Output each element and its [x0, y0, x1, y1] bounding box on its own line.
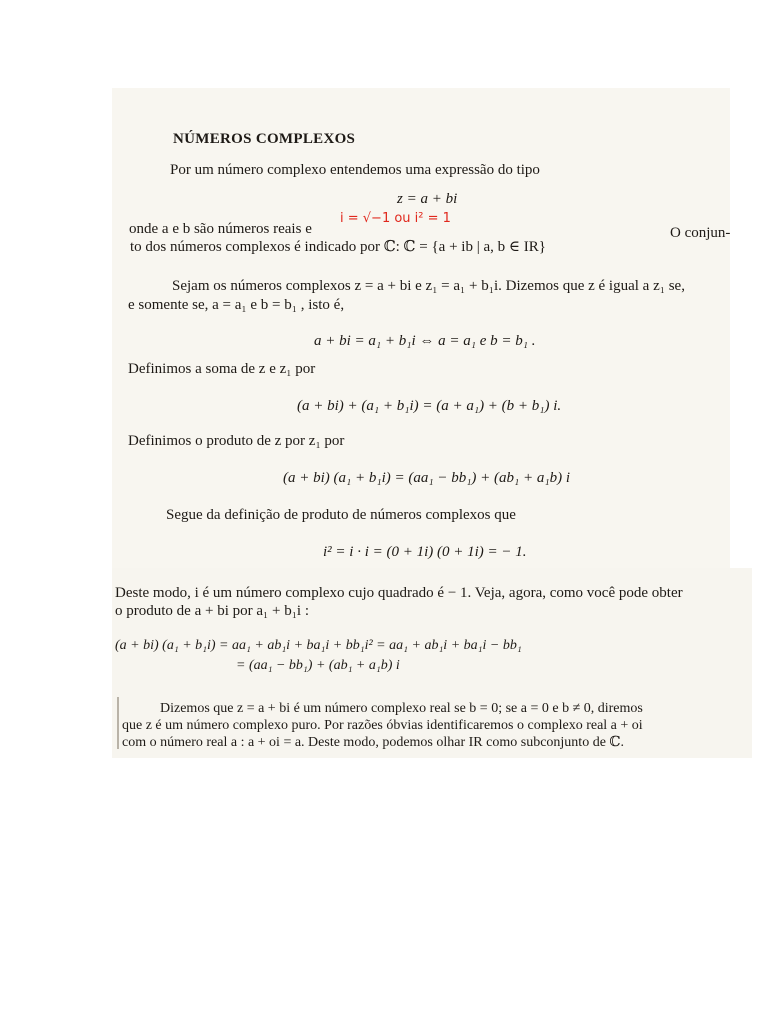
intro-line: Por um número complexo entendemos uma expressão do tipo — [170, 162, 540, 178]
equation-expansion-2: = (aa₁ − bb₁) + (ab₁ + a₁b) i — [236, 658, 400, 673]
onde-text: onde a e b são números reais e — [129, 221, 312, 237]
produto-definition: Definimos o produto de z por z₁ por — [128, 433, 345, 449]
scanned-page-top — [112, 88, 730, 568]
equation-equality: a + bi = a₁ + b₁i ⇔ a = a₁ e b = b₁ . — [314, 333, 536, 349]
dizemos-line-3: com o número real a : a + oi = a. Deste modo, podemos olhar IR como subconjunto de ℂ. — [122, 735, 625, 750]
equation-i-squared: i² = i · i = (0 + 1i) (0 + 1i) = − 1. — [323, 544, 527, 560]
complex-set-definition: to dos números complexos é indicado por ℂ: ℂ = {a + ib | a, b ∈ IR} — [130, 239, 546, 255]
equation-z: z = a + bi — [397, 191, 458, 207]
sejam-line-1: Sejam os números complexos z = a + bi e z₁ = a₁ + b₁i. Dizemos que z é igual a z₁ se, — [172, 278, 685, 294]
deste-line-2: o produto de a + bi por a₁ + b₁i : — [115, 603, 310, 619]
equation-produto: (a + bi) (a₁ + b₁i) = (aa₁ − bb₁) + (ab₁ + a₁b) i — [283, 470, 570, 486]
dizemos-line-1: Dizemos que z = a + bi é um número complexo real se b = 0; se a = 0 e b ≠ 0, diremos — [160, 701, 643, 716]
sejam-line-2: e somente se, a = a₁ e b = b₁ , isto é, — [128, 297, 345, 313]
segue-text: Segue da definição de produto de números complexos que — [166, 507, 516, 523]
equation-soma: (a + bi) + (a₁ + b₁i) = (a + a₁) + (b + b₁) i. — [297, 398, 562, 414]
equation-expansion-1: (a + bi) (a₁ + b₁i) = aa₁ + ab₁i + ba₁i + bb₁i² = aa₁ + ab₁i + ba₁i − bb₁ — [115, 638, 522, 653]
conjunto-text: O conjun- — [670, 225, 731, 241]
deste-line-1: Deste modo, i é um número complexo cujo quadrado é − 1. Veja, agora, como você pode obter — [115, 585, 683, 601]
paragraph-margin-mark — [117, 697, 119, 749]
section-title: NÚMEROS COMPLEXOS — [173, 131, 356, 147]
soma-definition: Definimos a soma de z e z₁ por — [128, 361, 316, 377]
red-annotation: i = √−1 ou i² = 1 — [340, 211, 451, 226]
dizemos-line-2: que z é um número complexo puro. Por razões óbvias identificaremos o complexo real a + oi — [122, 718, 643, 733]
